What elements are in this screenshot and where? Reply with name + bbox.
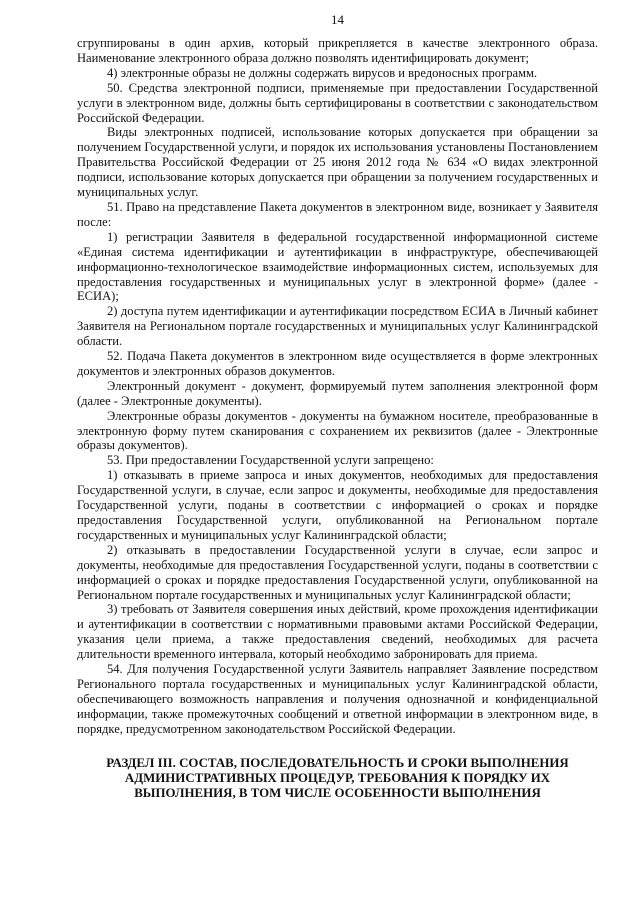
paragraph-53: 53. При предоставлении Государственной услуги запрещено:: [107, 453, 434, 468]
paragraph-53-item-1: 1) отказывать в приеме запроса и иных документов, необходимых для предоставления Государственной услуги, в случае, если запрос и документы, необходимые для предоставления Государственной услуги, поданы в соответствии с информацией о сроках и порядке предоставления Государственной услуги, опубликованной на Региональном портале государственных и муниципальных услуг Калининградской области;: [77, 468, 598, 542]
section-heading-line: АДМИНИСТРАТИВНЫХ ПРОЦЕДУР, ТРЕБОВАНИЯ К ПОРЯДКУ ИХ: [124, 770, 551, 785]
section-heading: [77, 756, 598, 802]
paragraph-electronic-images: Электронные образы документов - документы на бумажном носителе, преобразованные в электронную форму путем сканирования с сохранением их реквизитов (далее - Электронные образы документов).: [77, 408, 598, 453]
paragraph-50: 50. Средства электронной подписи, применяемые при предоставлении Государственной услуги в электронном виде, должны быть сертифицированы в соответствии с законодательством Российской Федерации.: [77, 80, 598, 125]
paragraph-51-item-2: 2) доступа путем идентификации и аутентификации посредством ЕСИА в Личный кабинет Заявителя на Региональном портале государственных и муниципальных услуг Калининградской области.: [77, 304, 598, 349]
page-number: 14: [331, 12, 344, 27]
paragraph-item-4: 4) электронные образы не должны содержать вирусов и вредоносных программ.: [107, 65, 538, 80]
paragraph-electronic-document: Электронный документ - документ, формируемый путем заполнения электронной форм (далее - Электронные документы).: [77, 378, 598, 408]
section-heading-line: РАЗДЕЛ III. СОСТАВ, ПОСЛЕДОВАТЕЛЬНОСТЬ И СРОКИ ВЫПОЛНЕНИЯ: [106, 755, 569, 770]
section-heading-line: ВЫПОЛНЕНИЯ, В ТОМ ЧИСЛЕ ОСОБЕННОСТИ ВЫПОЛНЕНИЯ: [134, 786, 541, 800]
paragraph-signature-types: Виды электронных подписей, использование которых допускается при обращении за получением Государственной услуги, и порядок их использования установлены Постановлением Правительства Российской Федерации от 25 июня 2012 года № 634 «О видах электронной подписи, использование которых допускается при обращении за получением государственных и муниципальных услуг.: [77, 125, 598, 200]
document-body: [77, 36, 598, 737]
paragraph-54: 54. Для получения Государственной услуги Заявитель направляет Заявление посредством Регионального портала государственных и муниципальных услуг Калининградской области, обеспечивающего возможность направления и получения однозначной и конфиденциальной информации, также промежуточных сообщений и ответной информации в электронном виде, в порядке, предусмотренном законодательством Российской Федерации.: [77, 662, 598, 736]
paragraph-53-item-3: 3) требовать от Заявителя совершения иных действий, кроме прохождения идентификации и аутентификации в соответствии с нормативными правовыми актами Российской Федерации, указания цели приема, а также предоставления сведений, необходимых для расчета длительности временного интервала, который необходимо забронировать для приема.: [77, 602, 598, 662]
paragraph-52: 52. Подача Пакета документов в электронном виде осуществляется в форме электронных документов и электронных образов документов.: [77, 349, 598, 378]
paragraph-53-item-2: 2) отказывать в предоставлении Государственной услуги в случае, если запрос и документы, необходимые для предоставления Государственной услуги, поданы в соответствии с информацией о сроках и порядке предоставления Государственной услуги, опубликованной на Региональном портале государственных и муниципальных услуг Калининградской области;: [77, 542, 598, 602]
paragraph-51-item-1: 1) регистрации Заявителя в федеральной государственной информационной системе «Единая система идентификации и аутентификации в инфраструктуре, обеспечивающей информационно-технологическое взаимодействие информационных систем, используемых для предоставления государственных и муниципальных услуг в электронной форме» (далее - ЕСИА);: [77, 229, 598, 304]
paragraph-51: 51. Право на представление Пакета документов в электронном виде, возникает у Заявителя после:: [77, 199, 598, 229]
paragraph-continuation: сгруппированы в один архив, который прикрепляется в качестве электронного образа. Наименование электронного образа должно позволять идентифицировать документ;: [77, 36, 598, 65]
